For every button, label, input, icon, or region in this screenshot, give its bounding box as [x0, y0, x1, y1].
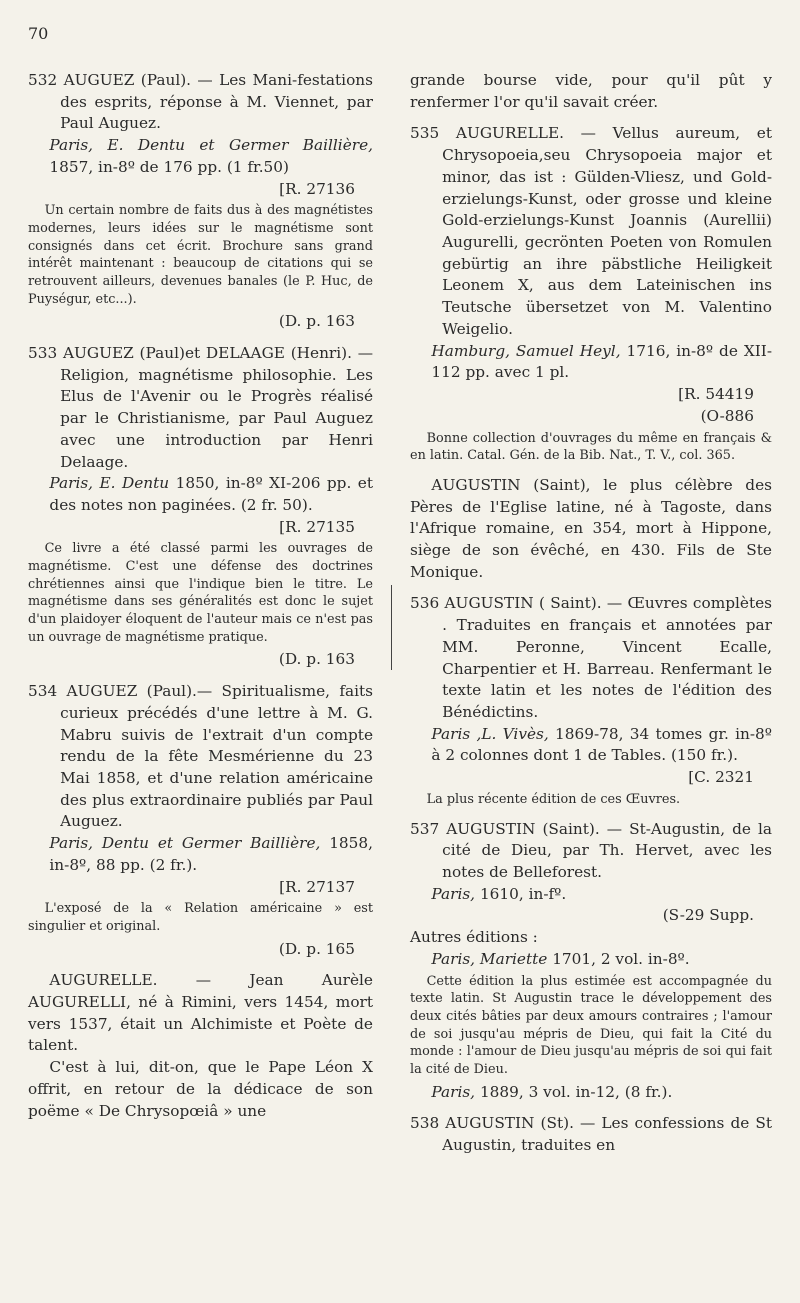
entry-537-publisher: Paris, [431, 884, 476, 903]
right-column [410, 70, 772, 1167]
entry-534-imprint [28, 833, 373, 876]
entry-537-imprint [410, 884, 772, 906]
entry-533 [28, 343, 373, 671]
entry-535-note: Bonne collection d'ouvrages du même en français & en latin. Catal. Gén. de la Bib. Nat., T. V., col. 365. [410, 430, 772, 464]
entry-537-imprint-2 [410, 949, 772, 971]
entry-537-title: 537 AUGUSTIN (Saint). — St-Augustin, de la cité de Dieu, par Th. Hervet, avec les notes de Belleforest. [410, 819, 772, 881]
entry-532-dref: (D. p. 163 [278, 312, 355, 331]
entry-538 [410, 1113, 772, 1156]
left-column [28, 70, 373, 1132]
entry-535-title: 535 AUGURELLE. — Vellus aureum, et Chrysopoeia,seu Chrysopoeia major et minor, das ist : Gülden-Vliesz, und Gold-erzielungs-Kunst, oder grosse und kleine Gold-erzielungs-Kunst Joannis (Aurellii) Augurelli, gecrönten Poeten von Romulen gebürtig an ihre päbstliche Heiligkeit Leonem X, aus dem Lateinischen ins Teutsche übersetzet von M. Valentino Weigelio. [410, 124, 772, 338]
entry-537 [410, 819, 772, 1104]
entry-532-publisher: Paris, E. Dentu et Germer Baillière, [49, 136, 373, 155]
entry-536-publisher: Paris ,L. Vivès, [431, 724, 549, 743]
entry-536-format: 1869-78, 34 tomes gr. in-8º à 2 colonnes dont 1 de Tables. (150 fr.). [431, 724, 772, 765]
entry-537-publisher-3: Paris, [431, 1082, 476, 1101]
entry-537-publisher-2: Paris, Mariette [431, 949, 548, 968]
entry-536-imprint [410, 724, 772, 767]
entry-535-reference-2: (O-886 [700, 406, 754, 425]
entry-537-format-2: 1701, 2 vol. in-8º. [552, 949, 690, 968]
entry-534-format: 1858, in-8º, 88 pp. (2 fr.). [49, 834, 373, 874]
entry-537-reference: (S-29 Supp. [662, 906, 754, 925]
entry-533-note: Ce livre a été classé parmi les ouvrages de magnétisme. C'est une défense des doctrines chrétiennes ainsi que l'indique bien le titre. Le magnétisme dans ses généralités est donc le sujet d'un plaidoyer éloquent de l'auteur mais ce n'est pas un ouvrage de magnétisme pratique. [28, 541, 373, 645]
entry-533-imprint [28, 473, 373, 516]
augurelle-bio-p2: C'est à lui, dit-on, que le Pape Léon X offrit, en retour de la dédicace de son poëme « De Chrysopœiâ » une [28, 1058, 373, 1120]
entry-533-dref: (D. p. 163 [278, 650, 355, 669]
entry-536 [410, 593, 772, 808]
entry-532-note: Un certain nombre de faits dus à des magnétistes modernes, leurs idées sur le magnétisme sont consignés dans cet écrit. Brochure sans grand intérêt maintenant : beaucoup de citations qui se retrouvent ailleurs, devenues banales (le P. Huc, de Puységur, etc...). [28, 203, 373, 307]
entry-534-publisher: Paris, Dentu et Germer Baillière, [49, 834, 321, 853]
entry-535 [410, 123, 772, 464]
entry-532-reference: [R. 27136 [279, 179, 355, 198]
augustin-bio [410, 475, 772, 584]
entry-538-title: 538 AUGUSTIN (St). — Les confessions de St Augustin, traduites en [410, 1114, 772, 1154]
entry-533-reference: [R. 27135 [279, 517, 355, 536]
entry-536-reference: [C. 2321 [688, 768, 754, 787]
entry-534-title: 534 AUGUEZ (Paul).— Spiritualisme, faits curieux précédés d'une lettre à M. G. Mabru suivis de l'extrait d'un compte rendu de la fête Mesmérienne du 23 Mai 1858, et d'une relation américaine des plus extraordinaire publiés par Paul Auguez. [28, 682, 373, 831]
entry-536-title: 536 AUGUSTIN ( Saint). — Œuvres complètes . Traduites en français et annotées par MM. Peronne, Vincent Ecalle, Charpentier et H. Barreau. Renfermant le texte latin et les notes de l'édition des Bénédictins. [410, 594, 772, 721]
entry-535-format: 1716, in-8º de XII-112 pp. avec 1 pl. [431, 341, 772, 382]
augustin-bio-text: AUGUSTIN (Saint), le plus célèbre des Pères de l'Eglise latine, né à Tagoste, dans l'Afrique romaine, en 354, mort à Hippone, siège de son évêché, en 430. Fils de Ste Monique. [410, 475, 772, 581]
entry-534-reference: [R. 27137 [279, 877, 355, 896]
entry-533-publisher: Paris, E. Dentu [49, 474, 170, 493]
entry-532 [28, 70, 373, 333]
augurelle-bio [28, 970, 373, 1122]
entry-536-note: La plus récente édition de ces Œuvres. [426, 791, 681, 807]
entry-535-imprint [410, 341, 772, 384]
entry-533-format: 1850, in-8º XI-206 pp. et des notes non paginées. (2 fr. 50). [49, 474, 373, 514]
entry-534-note: L'exposé de la « Relation américaine » est singulier et original. [28, 901, 373, 934]
entry-532-imprint [28, 135, 373, 178]
entry-537-format-3: 1889, 3 vol. in-12, (8 fr.). [479, 1082, 673, 1101]
entry-535-reference: [R. 54419 [678, 385, 754, 404]
entry-537-note: Cette édition la plus estimée est accompagnée du texte latin. St Augustin trace le développement des deux cités bâties par deux amours contraires ; l'amour de soi jusqu'au mépris de Dieu, qui fait la Cité du monde : l'amour de Dieu jusqu'au mépris de soi qui fait la cité de Dieu. [410, 973, 772, 1077]
entry-532-format: 1857, in-8º de 176 pp. (1 fr.50) [49, 157, 289, 176]
entry-533-title: 533 AUGUEZ (Paul)et DELAAGE (Henri). — Religion, magnétisme philosophie. Les Elus de l'Avenir ou le Progrès réalisé par le Christianisme, par Paul Auguez avec une introduction par Henri Delaage. [28, 343, 373, 471]
entry-535-publisher: Hamburg, Samuel Heyl, [431, 341, 621, 360]
page-number: 70 [28, 24, 49, 43]
entry-537-imprint-3 [410, 1082, 772, 1104]
entry-534-dref: (D. p. 165 [278, 939, 355, 958]
entry-534 [28, 681, 373, 960]
continuation [410, 70, 772, 113]
entry-537-other-editions: Autres éditions : [410, 928, 538, 947]
entry-532-title: 532 AUGUEZ (Paul). — Les Mani-festations des esprits, réponse à M. Viennet, par Paul Auguez. [28, 71, 373, 133]
entry-537-format: 1610, in-fº. [479, 884, 567, 903]
column-rule [391, 585, 392, 670]
augurelle-bio-p1: AUGURELLE. — Jean Aurèle AUGURELLI, né à Rimini, vers 1454, mort vers 1537, était un Alchimiste et Poète de talent. [28, 971, 373, 1055]
continuation-text: grande bourse vide, pour qu'il pût y renfermer l'or qu'il savait créer. [410, 71, 772, 111]
